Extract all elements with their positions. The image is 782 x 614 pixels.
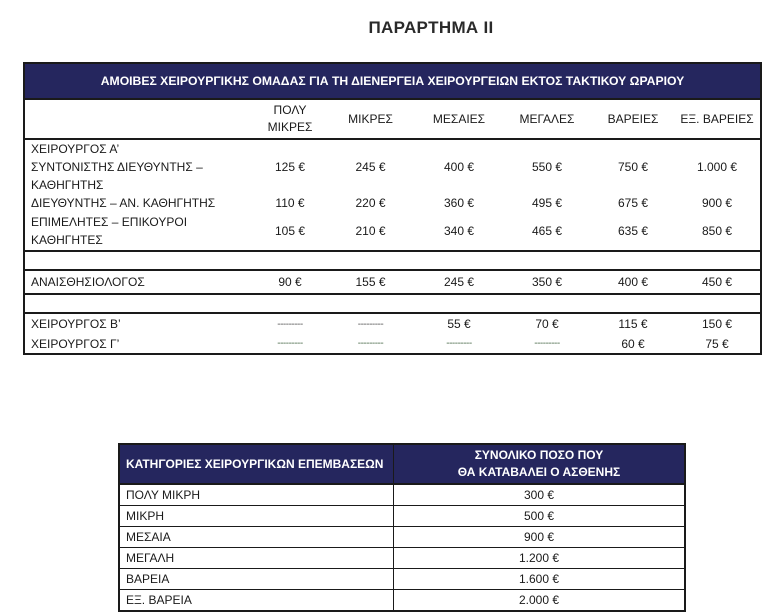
row-label: ΕΠΙΜΕΛΗΤΕΣ – ΕΠΙΚΟΥΡΟΙ ΚΑΘΗΓΗΤΕΣ (31, 215, 188, 247)
fee-cell: 210 € (355, 224, 386, 238)
fee-cell: 340 € (443, 224, 475, 238)
table-row (25, 271, 760, 295)
fee-cell: 115 € (618, 317, 648, 331)
fee-cell: 675 € (617, 196, 649, 210)
fee-cell: 105 € (274, 224, 306, 238)
table-row (25, 334, 760, 353)
col-header-large: ΜΕΓΑΛΕΣ (519, 111, 575, 126)
fee-cell: 465 € (531, 224, 563, 238)
col-header-extra-heavy: ΕΞ. ΒΑΡΕΙΕΣ (680, 111, 754, 126)
table-row (120, 548, 684, 569)
fee-cell: 400 € (443, 160, 475, 174)
fee-cell: 60 € (621, 336, 645, 351)
total-table-header (120, 445, 684, 485)
table-row (120, 569, 684, 590)
fee-cell: 155 € (355, 275, 386, 289)
surgical-fees-table (23, 62, 762, 355)
table-row (25, 314, 760, 334)
fees-table-caption: ΑΜΟΙΒΕΣ ΧΕΙΡΟΥΡΓΙΚΗΣ ΟΜΑΔΑΣ ΓΙΑ ΤΗ ΔΙΕΝΕΡΓΕΙΑ ΧΕΙΡΟΥΡΓΕΙΩΝ ΕΚΤΟΣ ΤΑΚΤΙΚΟΥ ΩΡΑΡΙΟΥ (25, 64, 760, 100)
row-label: ΧΕΙΡΟΥΡΓΟΣ Α’ ΣΥΝΤΟΝΙΣΤΗΣ ΔΙΕΥΘΥΝΤΗΣ – ΚΑΘΗΓΗΤΗΣ (31, 142, 203, 192)
amount-cell: 300 € (523, 488, 555, 502)
col-header-small: ΜΙΚΡΕΣ (348, 111, 393, 126)
fee-cell: 450 € (701, 275, 733, 289)
spacer-row (25, 252, 760, 271)
fee-cell: 635 € (617, 224, 649, 238)
category-cell: ΜΕΓΑΛΗ (120, 548, 394, 568)
table-row (120, 527, 684, 548)
empty-fee-cell: --------- (277, 318, 303, 330)
fee-cell: 850 € (701, 224, 733, 238)
empty-fee-cell: --------- (357, 318, 384, 330)
fee-cell: 900 € (701, 196, 733, 210)
row-label: ΧΕΙΡΟΥΡΓΟΣ Γ’ (31, 336, 120, 351)
empty-fee-cell: --------- (357, 338, 384, 349)
table-row (25, 212, 760, 252)
fee-cell: 125 € (274, 160, 306, 174)
col-header-heavy: ΒΑΡΕΙΕΣ (607, 111, 659, 126)
fee-cell: 70 € (535, 317, 559, 331)
row-label: ΧΕΙΡΟΥΡΓΟΣ Β’ (31, 317, 121, 331)
fee-cell: 150 € (701, 317, 733, 331)
table-row (120, 506, 684, 527)
empty-fee-cell: --------- (277, 338, 303, 349)
category-cell: ΕΞ. ΒΑΡΕΙΑ (120, 590, 394, 610)
amount-cell: 1.200 € (518, 551, 560, 565)
category-cell: ΒΑΡΕΙΑ (120, 569, 394, 589)
table-row (120, 485, 684, 506)
amount-cell: 1.600 € (518, 572, 560, 586)
row-label: ΔΙΕΥΘΥΝΤΗΣ – ΑΝ. ΚΑΘΗΓΗΤΗΣ (31, 196, 216, 210)
amount-cell: 2.000 € (518, 593, 560, 607)
header-categories: ΚΑΤΗΓΟΡΙΕΣ ΧΕΙΡΟΥΡΓΙΚΩΝ ΕΠΕΜΒΑΣΕΩΝ (120, 445, 394, 483)
fee-cell: 110 € (275, 196, 305, 210)
table-row (25, 140, 760, 194)
header-total-amount: ΣΥΝΟΛΙΚΟ ΠΟΣΟ ΠΟΥ ΘΑ ΚΑΤΑΒΑΛΕΙ Ο ΑΣΘΕΝΗΣ (457, 448, 621, 479)
fee-cell: 550 € (531, 160, 563, 174)
col-header-medium: ΜΕΣΑΙΕΣ (432, 111, 486, 126)
col-header-very-small: ΠΟΛΥ ΜΙΚΡΕΣ (267, 103, 313, 134)
amount-cell: 900 € (523, 530, 555, 544)
row-label: ΑΝΑΙΣΘΗΣΙΟΛΟΓΟΣ (31, 275, 145, 289)
spacer-row (25, 295, 760, 314)
patient-total-table (118, 443, 686, 612)
category-cell: ΜΙΚΡΗ (120, 506, 394, 526)
fee-cell: 750 € (617, 160, 649, 174)
empty-fee-cell: --------- (534, 338, 560, 349)
fees-header-row (25, 100, 760, 140)
fee-cell: 400 € (617, 275, 649, 289)
table-row (120, 590, 684, 610)
fee-cell: 350 € (531, 275, 563, 289)
amount-cell: 500 € (523, 509, 555, 523)
table-row (25, 194, 760, 212)
fee-cell: 245 € (443, 275, 475, 289)
fee-cell: 220 € (355, 196, 386, 210)
empty-fee-cell: --------- (446, 338, 472, 349)
fee-cell: 55 € (447, 317, 471, 331)
category-cell: ΜΕΣΑΙΑ (120, 527, 394, 547)
fee-cell: 1.000 € (696, 160, 738, 174)
fee-cell: 360 € (443, 196, 475, 210)
page-title: ΠΑΡΑΡΤΗΜΑ ΙΙ (368, 18, 494, 37)
fee-cell: 495 € (531, 196, 563, 210)
fee-cell: 245 € (355, 160, 386, 174)
fee-cell: 90 € (278, 275, 302, 289)
category-cell: ΠΟΛΥ ΜΙΚΡΗ (120, 485, 394, 505)
fee-cell: 75 € (705, 336, 729, 351)
